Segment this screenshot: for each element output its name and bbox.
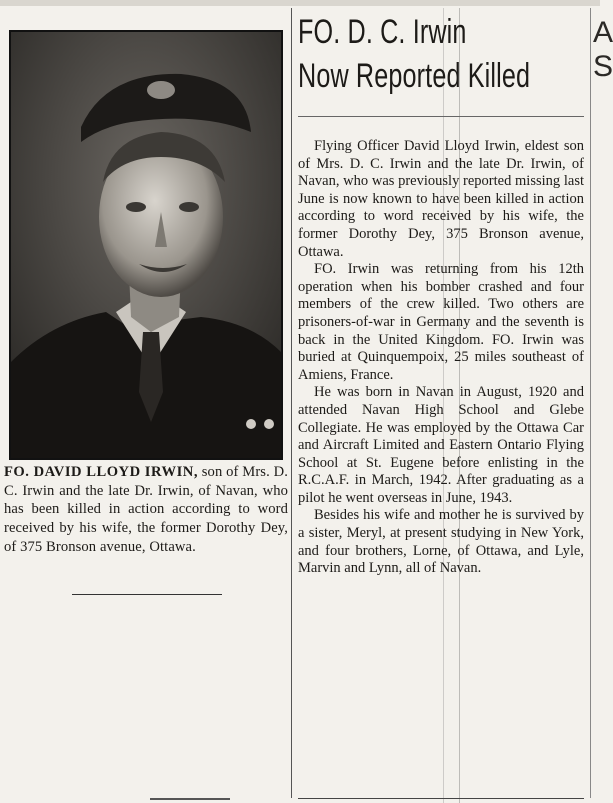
article-paragraph-3: He was born in Navan in August, 1920 and attended Navan High School and Glebe Collegiate. He was employed by the Ottawa Car and Aircraft Limited and Eastern Ontario Flying School at St. Eugene before enlisting in the R.C.A.F. in March, 1942. After graduating as a pilot he went overseas in June, 1943. bbox=[298, 384, 584, 506]
article-paragraph-4: Besides his wife and mother he is survived by a sister, Meryl, at present studying in New York, and four brothers, Lorne, of Ottawa, and Lyle, Marvin and Lynn, all of Navan. bbox=[298, 507, 584, 577]
article-end-rule bbox=[298, 798, 584, 799]
photo-column bbox=[0, 0, 292, 803]
article-body bbox=[298, 138, 584, 578]
article-paragraph-1: Flying Officer David Lloyd Irwin, eldest son of Mrs. D. C. Irwin and the late Dr. Irwin, of Navan, who was previously reported missing last June is now known to have been killed in action according to word received by his wife, the former Dorothy Dey, 375 Bronson avenue, Ottawa. bbox=[298, 138, 584, 260]
right-column-divider bbox=[590, 8, 591, 798]
neighbor-letter-2: S bbox=[593, 50, 613, 83]
headline-line-1: FO. D. C. Irwin bbox=[298, 13, 467, 51]
article-headline bbox=[298, 10, 531, 98]
portrait-photo bbox=[9, 30, 283, 460]
neighbor-letter-1: A bbox=[593, 16, 613, 49]
caption-divider bbox=[72, 594, 222, 595]
bottom-fragment bbox=[150, 798, 230, 800]
caption-name: FO. DAVID LLOYD IRWIN, bbox=[4, 464, 198, 480]
article-paragraph-2: FO. Irwin was returning from his 12th operation when his bomber crashed and four members of the crew killed. Two others are prisoners-of-war in Germany and the seventh is back in the United Kingdom. FO. Irwin was buried at Quinquempoix, 25 miles southeast of Amiens, France. bbox=[298, 261, 584, 383]
neighbor-headline-fragment bbox=[593, 16, 613, 84]
article-column bbox=[298, 10, 588, 577]
headline-line-2: Now Reported Killed bbox=[298, 57, 531, 95]
portrait-image bbox=[11, 32, 281, 458]
column-divider bbox=[291, 8, 292, 798]
photo-caption bbox=[4, 463, 288, 557]
headline-divider bbox=[298, 116, 584, 117]
caption-text: son of Mrs. D. C. Irwin and the late Dr. Irwin, of Navan, who has been killed in action according to word received by his wife, the former Dorothy Dey, of 375 Bronson avenue, Ottawa. bbox=[4, 464, 288, 555]
